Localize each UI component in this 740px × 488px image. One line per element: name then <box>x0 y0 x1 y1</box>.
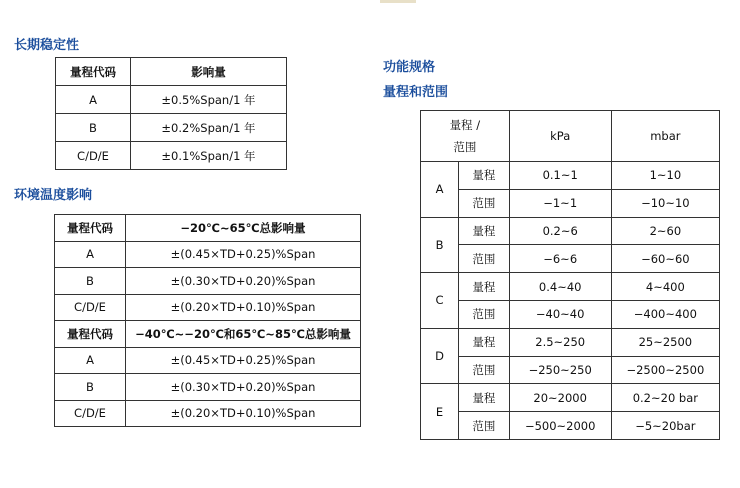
row-label-cell: 范围 <box>459 356 510 384</box>
row-label-cell: 量程 <box>459 162 510 190</box>
table-row <box>55 347 361 374</box>
table-header-cell: 量程代码 <box>55 215 126 242</box>
row-label-cell: 范围 <box>459 412 510 440</box>
table-cell: C/D/E <box>55 294 126 321</box>
row-label-cell: 量程 <box>459 217 510 245</box>
table-cell: 0.2~20 bar <box>611 384 719 412</box>
range-code-cell: C <box>421 273 459 329</box>
table-cell: A <box>55 347 126 374</box>
table-cell: ±0.1%Span/1 年 <box>131 142 287 170</box>
table-cell: ±0.2%Span/1 年 <box>131 114 287 142</box>
table-cell: ±(0.30×TD+0.20)%Span <box>126 268 361 295</box>
table-cell: −6~6 <box>509 245 611 273</box>
table-cell: 0.4~40 <box>509 273 611 301</box>
table-cell: ±(0.45×TD+0.25)%Span <box>126 347 361 374</box>
table-cell: −10~10 <box>611 189 719 217</box>
table-cell: 0.1~1 <box>509 162 611 190</box>
range-code-cell: B <box>421 217 459 273</box>
table-cell: 2.5~250 <box>509 328 611 356</box>
row-label-cell: 范围 <box>459 189 510 217</box>
table-cell: 0.2~6 <box>509 217 611 245</box>
table-header-cell: −40℃~−20℃和65℃~85℃总影响量 <box>126 321 361 348</box>
table-row <box>421 328 720 356</box>
range-code-cell: D <box>421 328 459 384</box>
table-cell: C/D/E <box>56 142 131 170</box>
table-row <box>421 412 720 440</box>
table-row <box>55 268 361 295</box>
table-row <box>56 114 287 142</box>
row-label-cell: 量程 <box>459 273 510 301</box>
table-row <box>421 300 720 328</box>
table-cell: 2~60 <box>611 217 719 245</box>
table-cell: ±(0.20×TD+0.10)%Span <box>126 294 361 321</box>
table-header-row <box>56 58 287 86</box>
table-cell: 1~10 <box>611 162 719 190</box>
table-cell: ±(0.20×TD+0.10)%Span <box>126 400 361 427</box>
row-label-cell: 范围 <box>459 245 510 273</box>
table-row <box>56 142 287 170</box>
table-cell: 4~400 <box>611 273 719 301</box>
long-term-stability-heading: 长期稳定性 <box>14 38 80 53</box>
table-cell: B <box>55 374 126 401</box>
table-row <box>421 217 720 245</box>
range-code-cell: A <box>421 162 459 218</box>
table-row <box>421 189 720 217</box>
row-label-cell: 范围 <box>459 300 510 328</box>
table-cell: −1~1 <box>509 189 611 217</box>
table-header-row <box>421 111 720 162</box>
table-header-cell: 量程代码 <box>56 58 131 86</box>
table-cell: −2500~2500 <box>611 356 719 384</box>
table-row <box>55 374 361 401</box>
table-row <box>55 241 361 268</box>
table-row <box>421 384 720 412</box>
table-cell: −5~20bar <box>611 412 719 440</box>
table-cell: −60~60 <box>611 245 719 273</box>
range-heading: 量程和范围 <box>383 85 449 100</box>
table-cell: ±(0.30×TD+0.20)%Span <box>126 374 361 401</box>
long-term-stability-table <box>55 57 287 170</box>
table-cell: 25~2500 <box>611 328 719 356</box>
table-header-cell: 量程代码 <box>55 321 126 348</box>
table-cell: 20~2000 <box>509 384 611 412</box>
table-header-row <box>55 215 361 242</box>
table-row <box>55 400 361 427</box>
table-row <box>421 356 720 384</box>
function-spec-heading: 功能规格 <box>383 60 436 75</box>
table-row <box>421 162 720 190</box>
table-cell: A <box>55 241 126 268</box>
table-header-row <box>55 321 361 348</box>
table-cell: B <box>56 114 131 142</box>
table-cell: C/D/E <box>55 400 126 427</box>
kpa-header: kPa <box>509 111 611 162</box>
table-cell: A <box>56 86 131 114</box>
ambient-temperature-heading: 环境温度影响 <box>14 188 93 203</box>
range-code-cell: E <box>421 384 459 440</box>
range-code-header <box>421 111 510 162</box>
table-cell: −40~40 <box>509 300 611 328</box>
table-header-cell: 影响量 <box>131 58 287 86</box>
table-cell: −400~400 <box>611 300 719 328</box>
range-table <box>420 110 720 440</box>
top-decoration-bar <box>380 0 416 3</box>
table-cell: ±(0.45×TD+0.25)%Span <box>126 241 361 268</box>
table-row <box>56 86 287 114</box>
table-cell: B <box>55 268 126 295</box>
row-label-cell: 量程 <box>459 384 510 412</box>
table-header-cell: −20℃~65℃总影响量 <box>126 215 361 242</box>
row-label-cell: 量程 <box>459 328 510 356</box>
range-code-header-line2: 范围 <box>453 140 477 154</box>
ambient-temperature-table <box>54 214 361 427</box>
mbar-header: mbar <box>611 111 719 162</box>
table-cell: −250~250 <box>509 356 611 384</box>
table-cell: −500~2000 <box>509 412 611 440</box>
table-cell: ±0.5%Span/1 年 <box>131 86 287 114</box>
range-code-header-line1: 量程 / <box>449 118 481 132</box>
table-row <box>55 294 361 321</box>
table-row <box>421 273 720 301</box>
table-row <box>421 245 720 273</box>
